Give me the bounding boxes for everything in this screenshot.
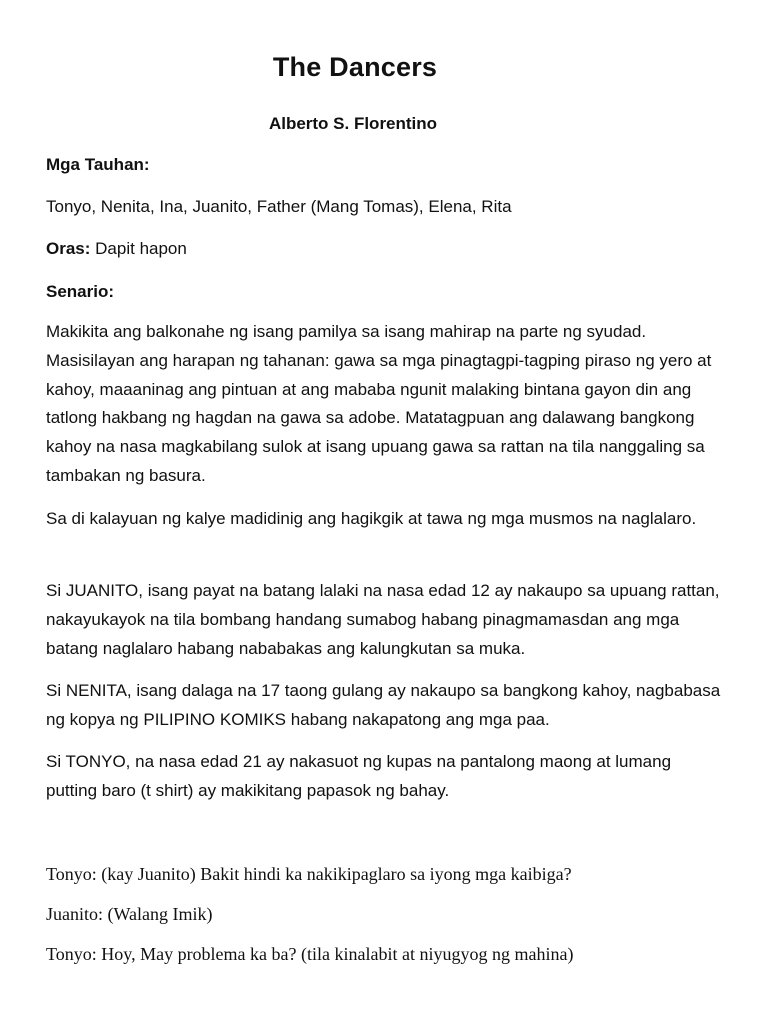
dialogue-line: Tonyo: (kay Juanito) Bakit hindi ka nakikipaglaro sa iyong mga kaibiga? (46, 864, 572, 884)
time-line (46, 235, 726, 264)
dialogue-line: Tonyo: Hoy, May problema ka ba? (tila kinalabit at niyugyog ng mahina) (46, 944, 574, 964)
dialogue-line: Juanito: (Walang Imik) (46, 904, 213, 924)
juanito-paragraph: Si JUANITO, isang payat na batang lalaki na nasa edad 12 ay nakaupo sa upuang rattan, nakayukayok na tila bombang handang sumabog habang pinagmamasdan ang mga batang naglalaro habang nababakas ang kalungkutan sa muka. (46, 581, 720, 658)
characters-list: Tonyo, Nenita, Ina, Juanito, Father (Mang Tomas), Elena, Rita (46, 197, 512, 216)
scenario-heading: Senario: (46, 282, 115, 301)
time-value: Dapit hapon (95, 239, 187, 258)
characters-heading: Mga Tauhan: (46, 155, 150, 174)
scenario-paragraph: Makikita ang balkonahe ng isang pamilya sa isang mahirap na parte ng syudad. Masisilayan ang harapan ng tahanan: gawa sa mga pinagtagpi-tagping piraso ng yero at kahoy, maaaninag ang pintuan at ang mababa ngunit malaking bintana gayon din ang tatlong hakbang ng hagdan na gawa sa adobe. Matatagpuan ang dalawang bangkong kahoy na nasa magkabilang sulok at isang upuang gawa sa rattan na tila nanggaling sa tambakan ng basura. (46, 322, 712, 485)
nenita-paragraph: Si NENITA, isang dalaga na 17 taong gulang ay nakaupo sa bangkong kahoy, nagbabasa ng kopya ng PILIPINO KOMIKS habang nakapatong ang mga paa. (46, 681, 721, 729)
street-paragraph: Sa di kalayuan ng kalye madidinig ang hagikgik at tawa ng mga musmos na naglalaro. (46, 509, 697, 528)
tonyo-paragraph: Si TONYO, na nasa edad 21 ay nakasuot ng kupas na pantalong maong at lumang putting baro (t shirt) ay makikitang papasok ng bahay. (46, 752, 672, 800)
document-author: Alberto S. Florentino (268, 114, 438, 133)
document-title: The Dancers (272, 52, 438, 82)
time-label: Oras: (46, 239, 91, 258)
